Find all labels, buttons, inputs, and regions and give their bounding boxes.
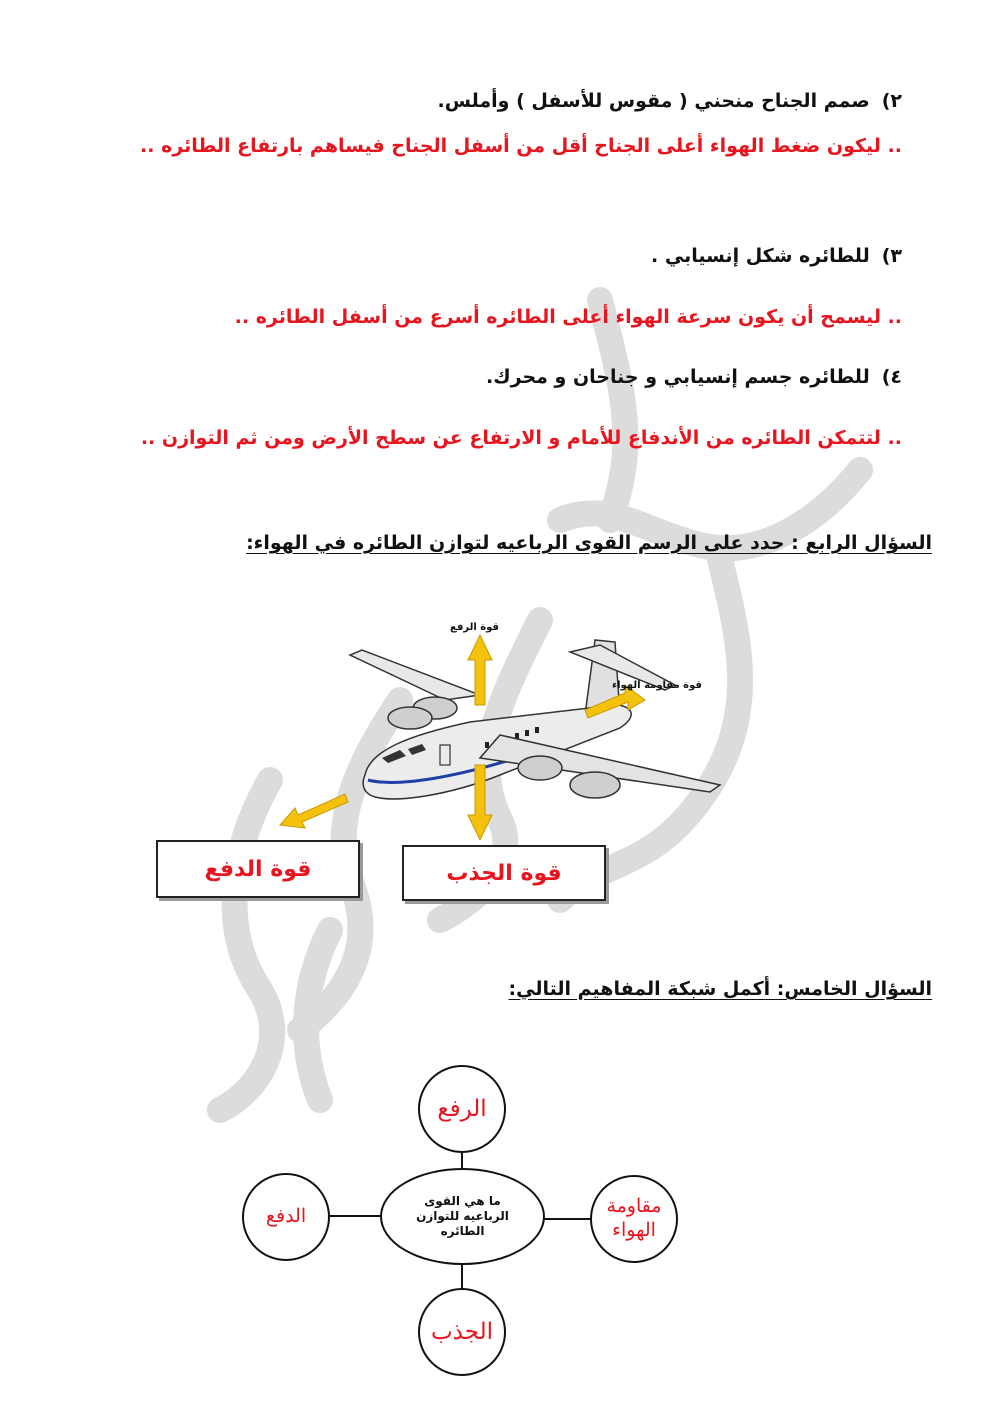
concept-center (380, 1168, 545, 1265)
concept-right-text: مقاومة الهواء (606, 1195, 662, 1241)
question-5-heading: السؤال الخامس: أكمل شبكة المفاهيم التالي: (508, 978, 932, 1000)
thrust-answer: قوة الدفع (204, 856, 312, 882)
concept-left-thrust (242, 1173, 330, 1261)
item-2-answer: .. ليكون ضغط الهواء أعلى الجناح أقل من أسفل الجناح فيساهم بارتفاع الطائره .. (140, 135, 902, 157)
concept-right-drag (590, 1175, 678, 1263)
concept-bottom-text: الجذب (431, 1318, 493, 1345)
concept-top-text: الرفع (437, 1095, 487, 1122)
item-2-number: ٢) (881, 90, 902, 112)
item-3-number: ٣) (881, 245, 902, 267)
weight-answer: قوة الجذب (446, 860, 562, 886)
item-4-text: للطائره جسم إنسيابي و جناحان و محرك. (486, 366, 870, 388)
concept-bottom-weight (418, 1288, 506, 1376)
concept-left-text: الدفع (265, 1205, 307, 1228)
question-4-heading: السؤال الرابع : حدد على الرسم القوى الرباعيه لتوازن الطائره في الهواء: (246, 532, 932, 554)
item-3-text: للطائره شكل إنسيابي . (651, 245, 870, 267)
concept-top-lift (418, 1065, 506, 1153)
lift-label: قوة الرفع (450, 622, 499, 633)
drag-label: قوة مقاومة الهواء (612, 680, 702, 691)
concept-center-text: ما هي القوى الرباعيه للتوازن الطائره (416, 1194, 509, 1238)
item-4-number: ٤) (881, 366, 902, 388)
item-3-answer: .. ليسمح أن يكون سرعة الهواء أعلى الطائره أسرع من أسفل الطائره .. (234, 306, 902, 328)
item-2-text: صمم الجناح منحني ( مقوس للأسفل ) وأملس. (437, 90, 870, 112)
item-4-answer: .. لتتمكن الطائره من الأندفاع للأمام و الارتفاع عن سطح الأرض ومن ثم التوازن .. (140, 427, 902, 449)
